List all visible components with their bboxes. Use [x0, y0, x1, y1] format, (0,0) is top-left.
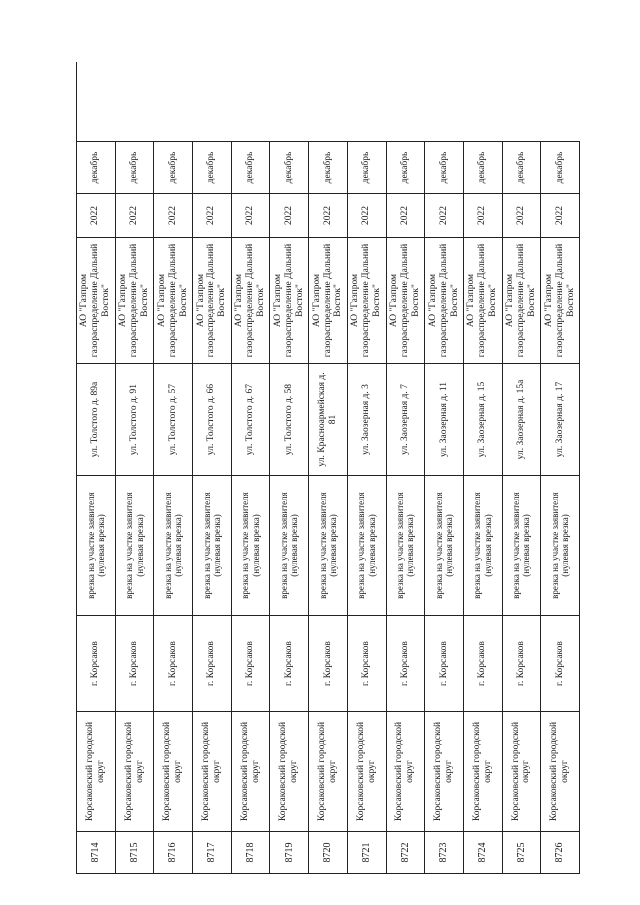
cell-district [193, 711, 232, 831]
cell-row-number [116, 831, 155, 873]
cell-year-text: 2022 [515, 206, 526, 225]
cell-month-text: декабрь [399, 151, 410, 184]
cell-district [309, 711, 348, 831]
cell-organization-text: АО "Газпром газораспределение Дальний Восток" [388, 243, 421, 358]
cell-district-text: Корсаковский городской округ [123, 721, 145, 822]
cell-row-number [425, 831, 464, 873]
cell-month-text: декабрь [129, 151, 140, 184]
cell-operation-text: врезка на участке заявителя (нулевая врезка) [549, 492, 571, 599]
cell-city [270, 615, 309, 711]
cell-year-text: 2022 [167, 206, 178, 225]
cell-operation-text: врезка на участке заявителя (нулевая врезка) [278, 492, 300, 599]
cell-year [116, 193, 155, 237]
cell-row-number-text: 8714 [90, 842, 102, 863]
cell-year-text: 2022 [399, 206, 410, 225]
cell-operation [503, 475, 542, 615]
cell-operation [270, 475, 309, 615]
cell-operation-text: врезка на участке заявителя (нулевая врезка) [395, 492, 416, 599]
cell-row-number-text: 8723 [438, 842, 450, 863]
cell-city-text: г. Корсаков [206, 641, 217, 686]
cell-district-text: Корсаковский городской округ [549, 721, 571, 822]
cell-address [193, 363, 232, 475]
cell-year [425, 193, 464, 237]
cell-address-text: ул. Заозерная д. 15а [515, 379, 526, 460]
cell-operation [154, 475, 193, 615]
cell-address [387, 363, 426, 475]
cell-month-text: декабрь [206, 151, 217, 184]
cell-address [270, 363, 309, 475]
cell-address [116, 363, 155, 475]
cell-city-text: г. Корсаков [245, 641, 256, 686]
cell-year-text: 2022 [129, 206, 140, 225]
cell-organization [387, 237, 426, 363]
cell-row-number [348, 831, 387, 873]
cell-district-text: Корсаковский городской округ [162, 721, 184, 822]
cell-address-text: ул. Заозерная д. 11 [438, 381, 449, 458]
cell-district-text: Корсаковский городской округ [471, 721, 493, 822]
cell-district [464, 711, 503, 831]
cell-address [425, 363, 464, 475]
cell-row-number [387, 831, 426, 873]
cell-month-text: декабрь [167, 151, 178, 184]
cell-district-text: Корсаковский городской округ [317, 721, 338, 822]
cell-organization [154, 237, 193, 363]
cell-organization-text: АО "Газпром газораспределение Дальний Восток" [543, 243, 576, 358]
cell-address-text: ул. Толстого д. 91 [129, 383, 140, 456]
cell-organization [309, 237, 348, 363]
cell-row-number-text: 8726 [554, 842, 566, 863]
cell-year-text: 2022 [206, 206, 217, 225]
cell-address-text: ул. Заозерная д. 15 [477, 381, 488, 458]
cell-operation-text: врезка на участке заявителя (нулевая врезка) [433, 492, 455, 599]
cell-organization-text: АО "Газпром газораспределение Дальний Восток" [466, 243, 499, 358]
cell-district [270, 711, 309, 831]
cell-year [541, 193, 580, 237]
cell-district-text: Корсаковский городской округ [200, 721, 222, 822]
cell-city [348, 615, 387, 711]
cell-address-text: ул. Толстого д. 66 [206, 383, 217, 456]
cell-month [193, 141, 232, 193]
cell-city-text: г. Корсаков [438, 641, 449, 686]
cell-organization-text: АО "Газпром газораспределение Дальний Восток" [311, 243, 344, 358]
cell-district [387, 711, 426, 831]
cell-month [116, 141, 155, 193]
cell-district-text: Корсаковский городской округ [84, 721, 106, 822]
cell-month-text: декабрь [283, 151, 294, 184]
cell-district [77, 711, 116, 831]
cell-row-number [232, 831, 271, 873]
cell-organization-text: АО "Газпром газораспределение Дальний Восток" [505, 243, 537, 358]
cell-organization-text: АО "Газпром газораспределение Дальний Восток" [427, 243, 460, 358]
cell-city [541, 615, 580, 711]
cell-city [232, 615, 271, 711]
cell-year [232, 193, 271, 237]
cell-operation [425, 475, 464, 615]
cell-city [193, 615, 232, 711]
cell-city-text: г. Корсаков [90, 641, 101, 686]
cell-organization-text: АО "Газпром газораспределение Дальний Восток" [156, 243, 189, 358]
cell-organization-text: АО "Газпром газораспределение Дальний Восток" [272, 243, 305, 358]
cell-organization-text: АО "Газпром газораспределение Дальний Восток" [195, 243, 228, 358]
cell-address [154, 363, 193, 475]
cell-operation [309, 475, 348, 615]
cell-month [541, 141, 580, 193]
cell-address-text: ул. Толстого д. 89а [90, 381, 101, 458]
cell-district [154, 711, 193, 831]
cell-organization [77, 237, 116, 363]
cell-address [232, 363, 271, 475]
cell-month-text: декабрь [554, 151, 565, 184]
cell-row-number [503, 831, 542, 873]
cell-operation [541, 475, 580, 615]
cell-organization-text: АО "Газпром газораспределение Дальний Восток" [79, 243, 112, 358]
cell-address [503, 363, 542, 475]
cell-month [77, 141, 116, 193]
cell-city-text: г. Корсаков [361, 641, 372, 686]
cell-year-text: 2022 [361, 206, 372, 225]
cell-organization [116, 237, 155, 363]
cell-organization [541, 237, 580, 363]
cell-city [116, 615, 155, 711]
cell-city-text: г. Корсаков [129, 641, 140, 686]
cell-operation-text: врезка на участке заявителя (нулевая врезка) [472, 492, 493, 599]
cell-month [464, 141, 503, 193]
cell-city-text: г. Корсаков [477, 641, 488, 686]
cell-organization [425, 237, 464, 363]
cell-district-text: Корсаковский городской округ [278, 721, 300, 822]
cell-operation [464, 475, 503, 615]
cell-district-text: Корсаковский городской округ [510, 721, 532, 822]
cell-address-text: ул. Заозерная д. 3 [361, 384, 372, 455]
cell-month-text: декабрь [477, 151, 488, 184]
cell-month [387, 141, 426, 193]
cell-organization [503, 237, 542, 363]
cell-organization [232, 237, 271, 363]
cell-city-text: г. Корсаков [554, 641, 565, 686]
cell-organization-text: АО "Газпром газораспределение Дальний Восток" [234, 243, 267, 358]
cell-year-text: 2022 [554, 206, 565, 225]
cell-row-number-text: 8724 [477, 842, 489, 863]
gasification-schedule-table [76, 62, 580, 874]
cell-month [425, 141, 464, 193]
cell-address [309, 363, 348, 475]
cell-operation [232, 475, 271, 615]
cell-city [309, 615, 348, 711]
cell-row-number [541, 831, 580, 873]
cell-year [464, 193, 503, 237]
cell-row-number-text: 8721 [360, 842, 372, 863]
cell-row-number [309, 831, 348, 873]
cell-year [77, 193, 116, 237]
cell-address [77, 363, 116, 475]
cell-address [464, 363, 503, 475]
cell-year-text: 2022 [245, 206, 256, 225]
cell-year-text: 2022 [322, 206, 333, 225]
cell-row-number-text: 8715 [128, 842, 140, 863]
cell-city [464, 615, 503, 711]
cell-year-text: 2022 [438, 206, 449, 225]
cell-organization [348, 237, 387, 363]
cell-district-text: Корсаковский городской округ [239, 721, 261, 822]
cell-city [425, 615, 464, 711]
cell-row-number-text: 8716 [167, 842, 179, 863]
cell-address [348, 363, 387, 475]
cell-month-text: декабрь [90, 151, 101, 184]
cell-year [309, 193, 348, 237]
cell-organization [464, 237, 503, 363]
cell-year [348, 193, 387, 237]
cell-year [193, 193, 232, 237]
cell-year [387, 193, 426, 237]
cell-city-text: г. Корсаков [515, 641, 526, 686]
cell-organization [193, 237, 232, 363]
cell-operation-text: врезка на участке заявителя (нулевая врезка) [85, 492, 106, 599]
cell-operation [348, 475, 387, 615]
cell-city [387, 615, 426, 711]
cell-month [348, 141, 387, 193]
cell-row-number [193, 831, 232, 873]
cell-district-text: Корсаковский городской округ [355, 721, 377, 822]
cell-district [232, 711, 271, 831]
cell-operation [77, 475, 116, 615]
cell-operation-text: врезка на участке заявителя (нулевая врезка) [511, 492, 532, 599]
cell-city [503, 615, 542, 711]
cell-row-number-text: 8719 [283, 842, 295, 863]
cell-year-text: 2022 [90, 206, 101, 225]
cell-city-text: г. Корсаков [283, 641, 294, 686]
cell-month [270, 141, 309, 193]
cell-month-text: декабрь [245, 151, 256, 184]
cell-month [309, 141, 348, 193]
cell-row-number-text: 8717 [206, 842, 218, 863]
cell-operation-text: врезка на участке заявителя (нулевая врезка) [356, 492, 377, 599]
cell-month-text: декабрь [322, 151, 333, 184]
cell-row-number [154, 831, 193, 873]
cell-city-text: г. Корсаков [322, 641, 333, 686]
cell-address-text: ул. Толстого д. 58 [283, 383, 294, 456]
cell-row-number-text: 8720 [322, 842, 334, 863]
cell-organization [270, 237, 309, 363]
cell-operation-text: врезка на участке заявителя (нулевая врезка) [240, 492, 261, 599]
cell-address-text: ул. Заозерная д. 17 [554, 381, 565, 458]
cell-operation-text: врезка на участке заявителя (нулевая врезка) [317, 492, 338, 599]
cell-district [503, 711, 542, 831]
cell-operation-text: врезка на участке заявителя (нулевая врезка) [201, 492, 222, 599]
cell-operation [116, 475, 155, 615]
cell-month-text: декабрь [438, 151, 449, 184]
cell-row-number [464, 831, 503, 873]
cell-address-text: ул. Толстого д. 57 [167, 383, 178, 456]
cell-city [77, 615, 116, 711]
cell-district-text: Корсаковский городской округ [394, 721, 416, 822]
cell-city-text: г. Корсаков [167, 641, 178, 686]
cell-address [541, 363, 580, 475]
cell-month-text: декабрь [515, 151, 526, 184]
cell-district [348, 711, 387, 831]
cell-organization-text: АО "Газпром газораспределение Дальний Восток" [350, 243, 383, 358]
cell-operation [387, 475, 426, 615]
cell-city-text: г. Корсаков [399, 641, 410, 686]
cell-district-text: Корсаковский городской округ [433, 721, 455, 822]
cell-row-number-text: 8722 [399, 842, 411, 863]
cell-city [154, 615, 193, 711]
cell-year [154, 193, 193, 237]
cell-month [503, 141, 542, 193]
cell-year [270, 193, 309, 237]
cell-district [541, 711, 580, 831]
cell-address-text: ул. Красноармейская д. 81 [317, 372, 338, 467]
cell-operation [193, 475, 232, 615]
cell-year-text: 2022 [283, 206, 294, 225]
cell-year-text: 2022 [477, 206, 488, 225]
cell-operation-text: врезка на участке заявителя (нулевая врезка) [162, 492, 184, 599]
cell-month [154, 141, 193, 193]
cell-row-number [270, 831, 309, 873]
cell-month-text: декабрь [361, 151, 372, 184]
cell-operation-text: врезка на участке заявителя (нулевая врезка) [124, 492, 145, 599]
cell-month [232, 141, 271, 193]
cell-year [503, 193, 542, 237]
cell-row-number-text: 8718 [244, 842, 256, 863]
cell-row-number [77, 831, 116, 873]
cell-organization-text: АО "Газпром газораспределение Дальний Восток" [118, 243, 150, 358]
cell-district [425, 711, 464, 831]
cell-row-number-text: 8725 [515, 842, 527, 863]
cell-district [116, 711, 155, 831]
cell-address-text: ул. Заозерная д. 7 [399, 384, 410, 455]
cell-address-text: ул. Толстого д. 67 [245, 383, 256, 456]
